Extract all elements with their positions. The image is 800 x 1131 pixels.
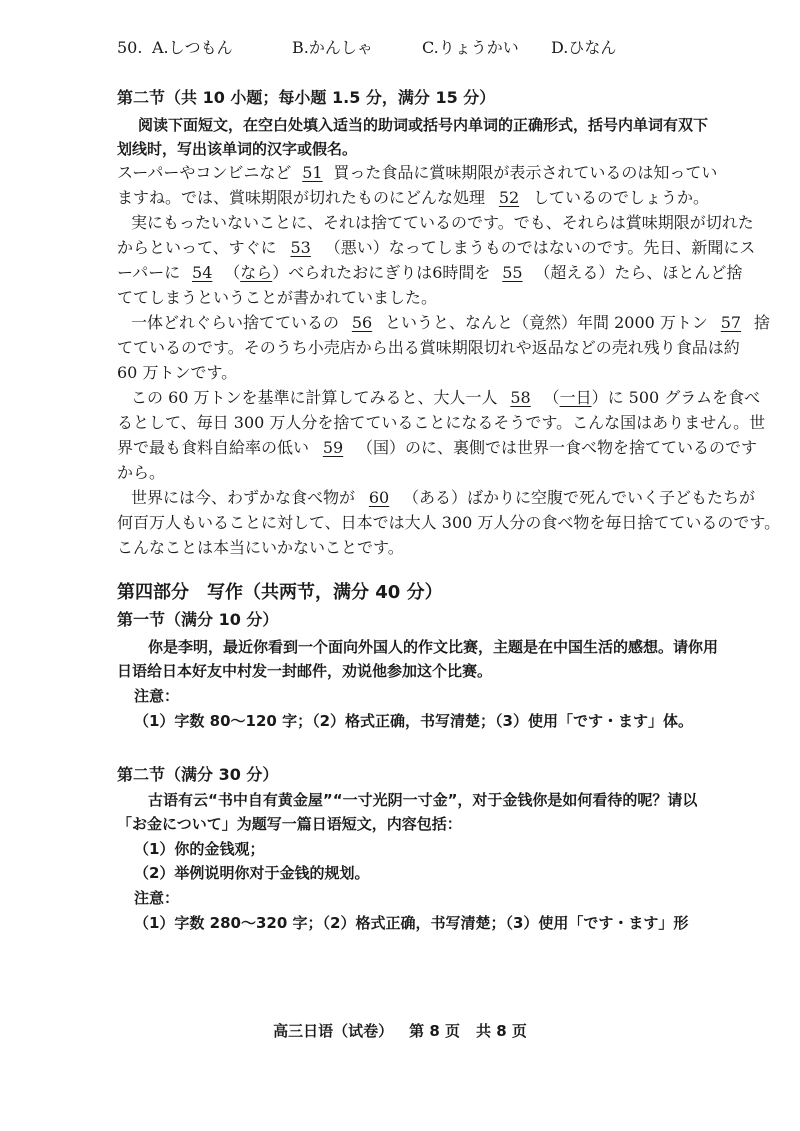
task2-line-1: 古语有云“书中自有黄金屋”“一寸光阴一寸金”，对于金钱你是如何看待的呢？请以: [148, 791, 698, 809]
passage-text: 捨: [753, 313, 770, 332]
passage-line: 何百万人もいることに対して、日本では大人 300 万人分の食べ物を毎日捨てているのです。: [117, 513, 781, 532]
passage-text: 世界には今、わずかな食べ物が: [131, 488, 356, 507]
task2-line-2: 「お金について」为题写一篇日语短文，内容包括：: [117, 815, 462, 833]
passage-text: しているのでしょうか。: [533, 188, 710, 207]
task1-line-2: 日语给日本好友中村发一封邮件，劝说他参加这个比赛。: [117, 662, 493, 680]
passage-line: [131, 388, 760, 408]
task1-line-1: 你是李明，最近你看到一个面向外国人的作文比赛，主题是在中国生活的感想。请你用: [148, 638, 719, 656]
blank-57[interactable]: 57: [720, 313, 742, 332]
passage-line: [117, 263, 742, 283]
passage-text: スーパーやコンビニなど: [117, 163, 292, 182]
passage-line: ててしまうということが書かれていました。: [117, 288, 438, 307]
blank-54[interactable]: 54: [192, 263, 213, 282]
passage-line: 60 万トンです。: [117, 363, 238, 382]
passage-line: [117, 438, 757, 458]
page-footer: [0, 1020, 800, 1041]
blank-55[interactable]: 55: [502, 263, 523, 282]
passage-line: [131, 313, 770, 333]
q50-option-a: A.しつもん: [152, 38, 233, 57]
part4-section2-title: 第二节（满分 30 分）: [117, 765, 279, 784]
blank-53[interactable]: 53: [290, 238, 311, 257]
passage-line: [117, 163, 717, 183]
passage-line: [131, 488, 755, 508]
q50-option-b: B.かんしゃ: [292, 38, 373, 57]
footer-subject: 高三日语（试卷）: [273, 1022, 394, 1040]
passage-text: この 60 万トンを基準に計算してみると、大人一人: [131, 388, 498, 407]
passage-text: ）べられたおにぎりは6時間を: [272, 263, 491, 282]
passage-text: （: [543, 388, 560, 407]
passage-line: 実にもったいないことに、それは捨てているのです。でも、それらは賞味期限が切れた: [131, 213, 754, 232]
passage-line: てているのです。そのうち小売店から出る賞味期限切れや返品などの売れ残り食品は約: [117, 338, 740, 357]
underlined-word-58: 一日: [559, 388, 592, 407]
passage-text: というと、なんと（竟然）年間 2000 万トン: [385, 313, 708, 332]
passage-text: （ある）ばかりに空腹で死んでいく子どもたちが: [403, 488, 756, 507]
passage-text: （: [224, 263, 241, 282]
passage-line: こんなことは本当にいかないことです。: [117, 538, 404, 557]
task2-requirements: （1）字数 280～320 字；（2）格式正确，书写清楚；（3）使用「です・ます」形: [134, 914, 689, 932]
underlined-word-54: なら: [240, 263, 273, 282]
passage-text: ）に 500 グラムを食べ: [591, 388, 761, 407]
q50-option-c: C.りょうかい: [422, 38, 519, 57]
instruction-line-1: 阅读下面短文，在空白处填入适当的助词或括号内单词的正确形式，括号内单词有双下: [138, 116, 709, 134]
footer-total: 共 8 页: [476, 1022, 527, 1040]
instruction-line-2: 划线时，写出该单词的汉字或假名。: [117, 140, 358, 158]
passage-text: ーパーに: [117, 263, 181, 282]
footer-page: 第 8 页: [409, 1022, 460, 1040]
passage-text: からといって、すぐに: [117, 238, 277, 257]
part4-section1-title: 第一节（满分 10 分）: [117, 610, 279, 629]
passage-text: 一体どれぐらい捨てているの: [131, 313, 340, 332]
part4-title: 第四部分 写作（共两节，满分 40 分）: [117, 582, 443, 603]
passage-text: （超える）たら、ほとんど捨: [534, 263, 743, 282]
blank-56[interactable]: 56: [351, 313, 373, 332]
q50-option-d: D.ひなん: [551, 38, 617, 57]
blank-59[interactable]: 59: [322, 438, 344, 457]
task2-content-1: （1）你的金钱观；: [134, 840, 265, 858]
blank-60[interactable]: 60: [368, 488, 390, 507]
blank-52[interactable]: 52: [498, 188, 520, 207]
passage-text: （国）のに、裏側では世界一食べ物を捨てているのです: [357, 438, 758, 457]
blank-58[interactable]: 58: [510, 388, 531, 407]
section-title: 第二节（共 10 小题；每小题 1.5 分，满分 15 分）: [117, 88, 496, 107]
passage-text: ますね。では、賞味期限が切れたものにどんな処理: [117, 188, 486, 207]
blank-51[interactable]: 51: [302, 163, 323, 182]
passage-line: [117, 188, 709, 208]
q50-number: 50.: [117, 38, 143, 57]
passage-line: から。: [117, 463, 166, 482]
passage-line: るとして、毎日 300 万人分を捨てていることになるそうです。こんな国はありません。世: [117, 413, 766, 432]
task2-note: 注意：: [134, 889, 180, 907]
task2-content-2: （2）举例说明你对于金钱的规划。: [134, 864, 370, 882]
task1-requirements: （1）字数 80～120 字；（2）格式正确，书写清楚；（3）使用「です・ます」体。: [134, 712, 693, 730]
passage-text: 買った食品に賞味期限が表示されているのは知ってい: [333, 163, 718, 182]
passage-text: （悪い）なってしまうものではないのです。先日、新聞にス: [324, 238, 756, 257]
task1-note: 注意：: [134, 687, 180, 705]
passage-text: 界で最も食料自給率の低い: [117, 438, 310, 457]
passage-line: [117, 238, 755, 258]
